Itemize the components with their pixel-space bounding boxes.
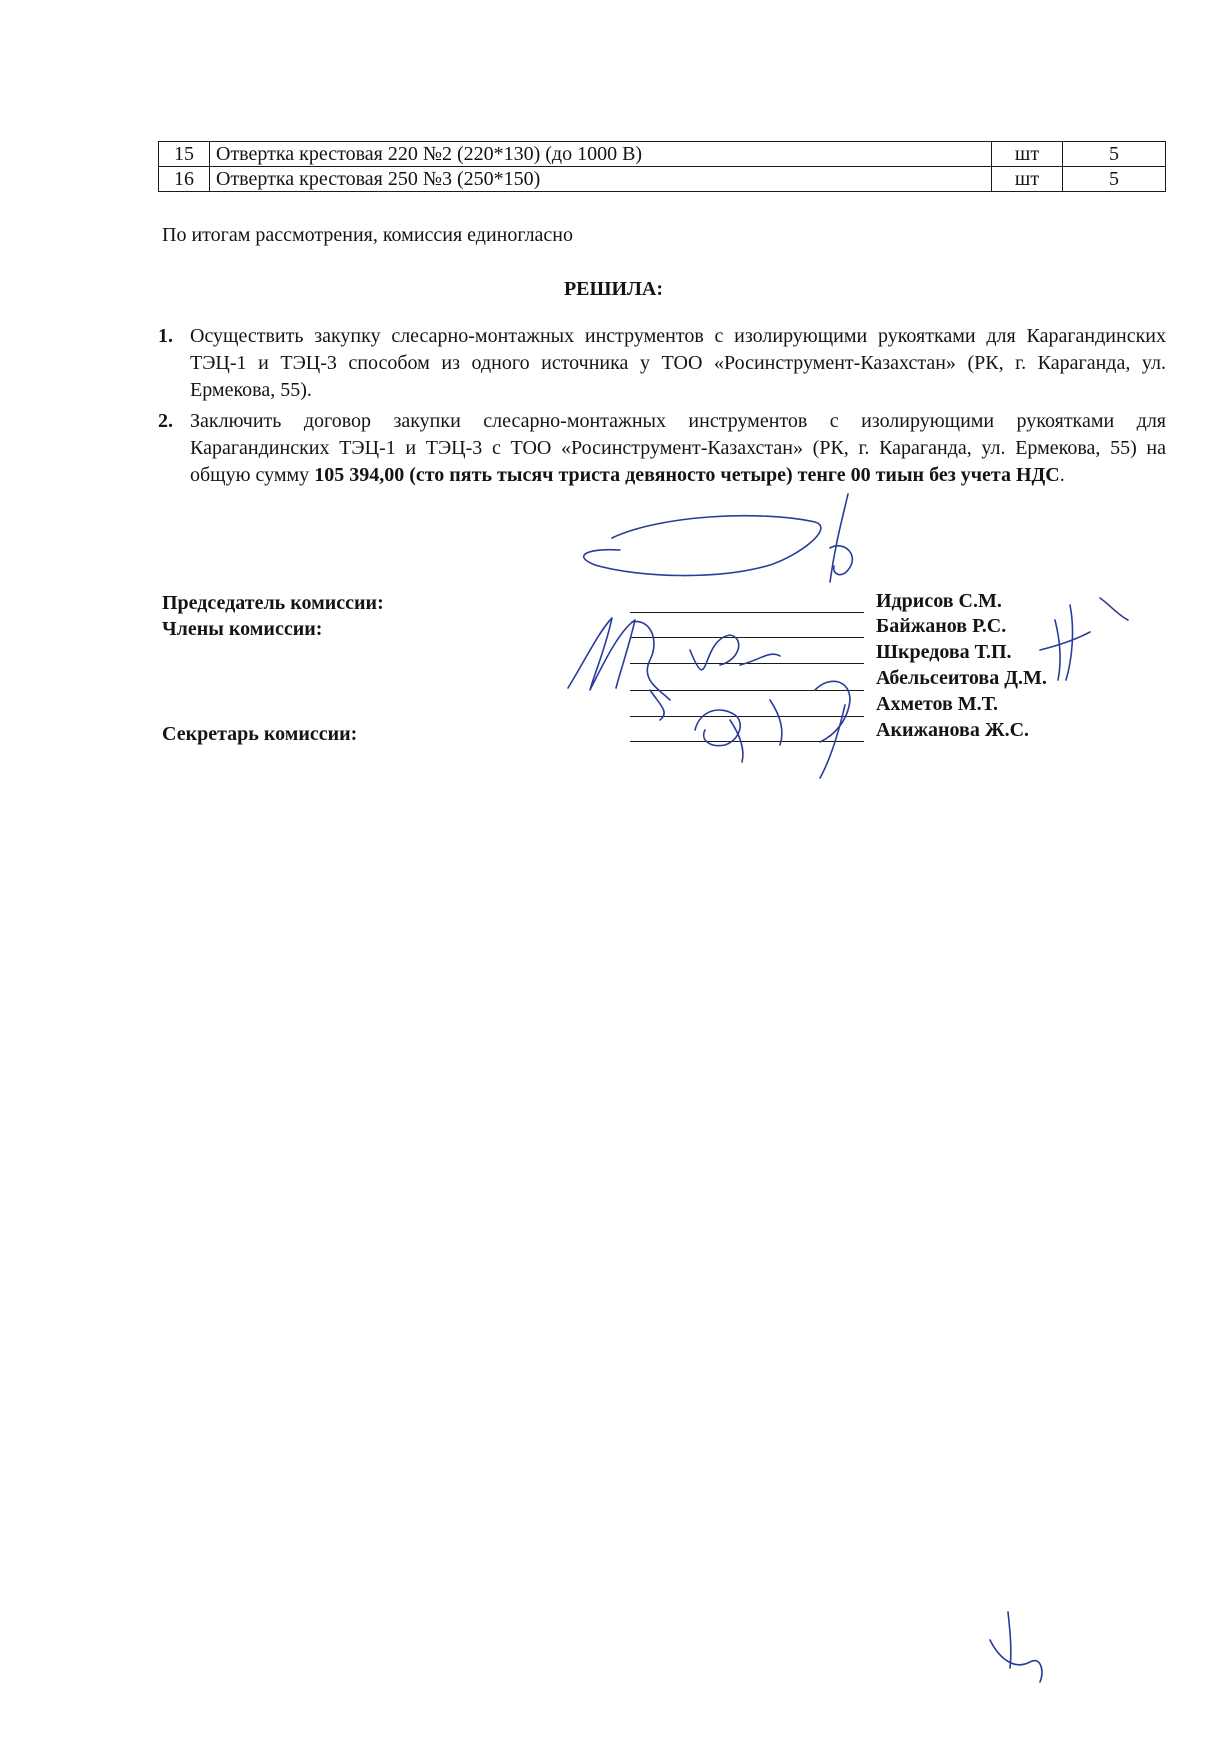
chair-label: Председатель комиссии: [162, 592, 384, 614]
member-name: Абельсеитова Д.М. [876, 667, 1047, 689]
decision-number: 2. [158, 410, 173, 432]
page-initials [990, 1612, 1042, 1682]
decision-text: Заключить договор закупки слесарно-монтажных инструментов с изолирующими рукоятками для Карагандинских ТЭЦ-1 и ТЭЦ-3 с ТОО «Росинструмент-Казахстан» (РК, г. Караганда, ул. Ермекова, 55) на общую сумму [190, 410, 1166, 486]
intro-text: По итогам рассмотрения, комиссия единогласно [162, 224, 574, 246]
secretary-label: Секретарь комиссии: [162, 723, 358, 745]
item-name: Отвертка крестовая 250 №3 (250*150) [210, 167, 992, 192]
member-name: Ахметов М.Т. [876, 693, 999, 715]
decision-text-end: . [1059, 464, 1065, 486]
item-quantity: 5 [1063, 142, 1166, 167]
decision-number: 1. [158, 325, 173, 347]
decision-amount: 105 394,00 (сто пять тысяч триста девяносто четыре) тенге 00 тиын без учета НДС [314, 464, 1060, 486]
signature-members [568, 618, 780, 720]
item-unit: шт [992, 167, 1063, 192]
signature-secretary [695, 681, 850, 778]
item-quantity: 5 [1063, 167, 1166, 192]
signature-chair [584, 494, 853, 582]
item-name: Отвертка крестовая 220 №2 (220*130) (до 1000 В) [210, 142, 992, 167]
row-number: 16 [159, 167, 210, 192]
item-unit: шт [992, 142, 1063, 167]
member-name: Шкредова Т.П. [876, 641, 1012, 663]
row-number: 15 [159, 142, 210, 167]
members-label: Члены комиссии: [162, 618, 323, 640]
decision-text: Осуществить закупку слесарно-монтажных инструментов с изолирующими рукоятками для Карагандинских ТЭЦ-1 и ТЭЦ-3 способом из одного источника у ТОО «Росинструмент-Казахстан» (РК, г. Караганда, ул. Ермекова, 55). [190, 325, 1166, 401]
signature-member-right [1040, 598, 1128, 680]
decision-heading: РЕШИЛА: [563, 278, 664, 300]
member-name: Идрисов С.М. [876, 590, 1002, 612]
member-name: Байжанов Р.С. [876, 615, 1007, 637]
member-name: Акижанова Ж.С. [876, 719, 1030, 741]
